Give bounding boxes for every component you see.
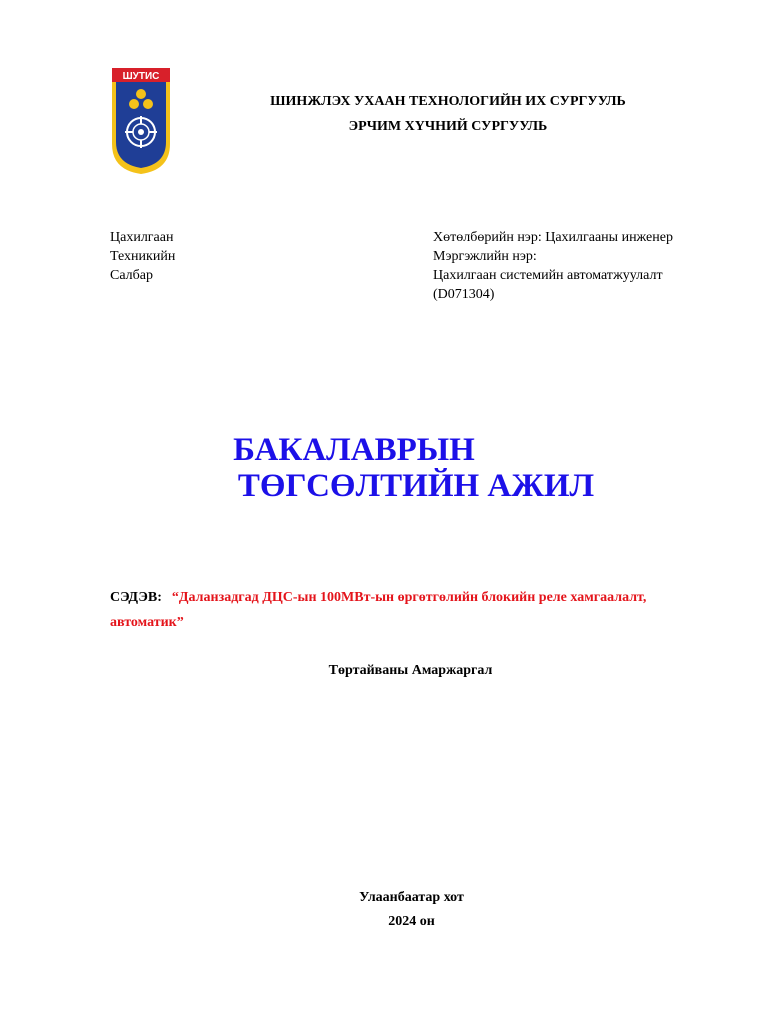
institution-name: ШИНЖЛЭХ УХААН ТЕХНОЛОГИЙН ИХ СУРГУУЛЬ: [270, 94, 626, 109]
program-name: Хөтөлбөрийн нэр: Цахилгааны инженер: [433, 230, 673, 245]
topic-block: [110, 585, 710, 635]
program-block: [433, 228, 673, 304]
logo-text: ШУТИС: [122, 71, 160, 82]
department-line: Салбар: [110, 268, 153, 283]
school-name: ЭРЧИМ ХҮЧНИЙ СУРГУУЛЬ: [348, 119, 548, 134]
title-line-1: БАКАЛАВРЫН: [233, 432, 475, 468]
department-line: Техникийн: [110, 249, 176, 264]
department-line: Цахилгаан: [110, 230, 174, 245]
topic-value: “Даланзадгад ДЦС-ын 100МВт-ын өргөтгөлийн блокийн реле хамгаалалт, автоматик”: [110, 590, 647, 630]
department-block: [110, 228, 175, 285]
specialty-code: (D071304): [433, 287, 495, 302]
author-name: Төртайваны Амаржаргал: [328, 663, 493, 678]
specialty-name: Цахилгаан системийн автоматжуулалт: [433, 268, 663, 283]
year: 2024 он: [388, 914, 435, 929]
topic-label: СЭДЭВ:: [110, 590, 162, 605]
title-line-2: ТӨГСӨЛТИЙН АЖИЛ: [237, 468, 595, 504]
specialty-label: Мэргэжлийн нэр:: [433, 249, 537, 264]
city: Улаанбаатар хот: [359, 890, 464, 905]
